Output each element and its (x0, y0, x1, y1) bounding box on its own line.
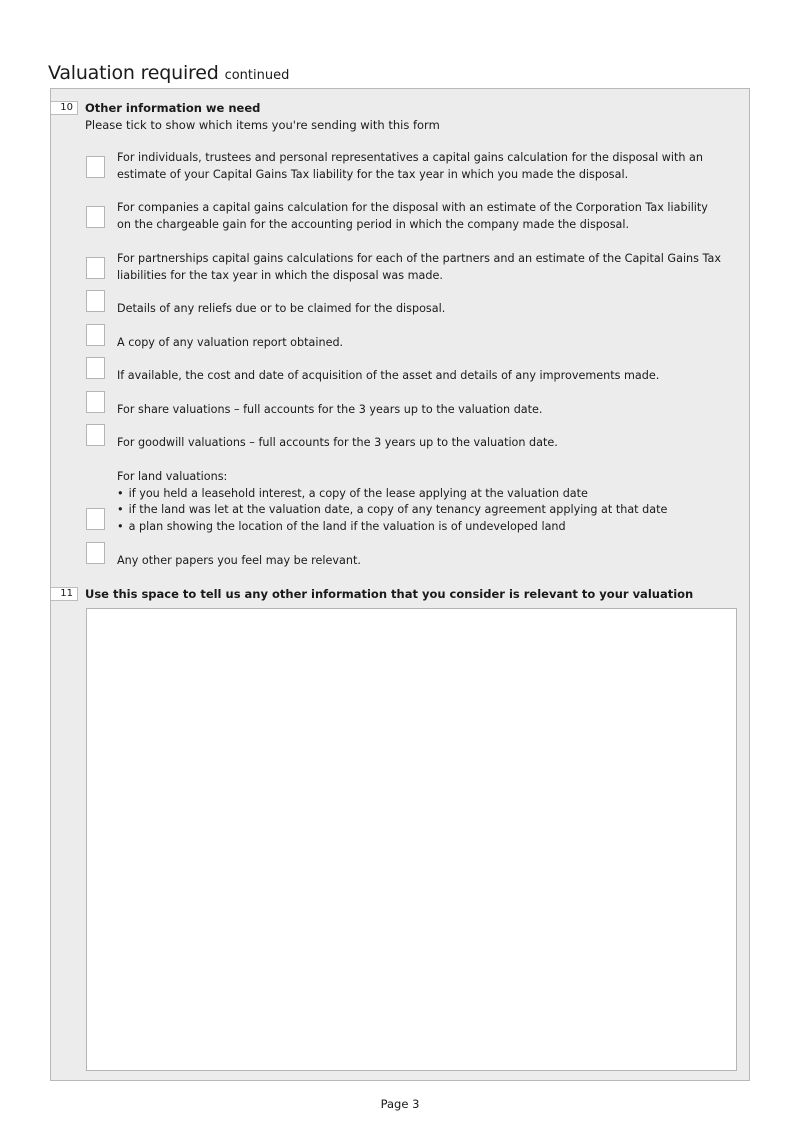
page-title-text: Valuation required (48, 62, 219, 84)
item-other-papers (117, 553, 717, 570)
checkbox-companies-calculation[interactable] (86, 206, 105, 228)
item-line: For individuals, trustees and personal representatives a capital gains calculation for the disposal with an (117, 151, 703, 164)
question-10-heading: Other information we need (85, 101, 261, 115)
item-line: If available, the cost and date of acquisition of the asset and details of any improvements made. (117, 369, 660, 382)
item-line: For goodwill valuations – full accounts for the 3 years up to the valuation date. (117, 436, 558, 449)
page-number: Page 3 (380, 1097, 420, 1111)
checkbox-individuals-calculation[interactable] (86, 156, 105, 178)
item-land-valuations (117, 469, 717, 535)
checkbox-share-valuations[interactable] (86, 391, 105, 413)
item-line: For companies a capital gains calculation for the disposal with an estimate of the Corporation Tax liability (117, 201, 708, 214)
item-line: For partnerships capital gains calculations for each of the partners and an estimate of the Capital Gains Tax (117, 252, 721, 265)
other-information-textarea[interactable] (86, 608, 737, 1071)
checkbox-valuation-report[interactable] (86, 324, 105, 346)
checkbox-cost-acquisition[interactable] (86, 357, 105, 379)
land-bullet-tenancy: • if the land was let at the valuation date, a copy of any tenancy agreement applying at that date (117, 502, 717, 519)
item-goodwill-valuations (117, 435, 717, 452)
item-partnerships-calculation (117, 251, 721, 284)
checkbox-other-papers[interactable] (86, 542, 105, 564)
question-11-heading: Use this space to tell us any other information that you consider is relevant to your valuation (85, 587, 694, 601)
item-line: Any other papers you feel may be relevant. (117, 554, 361, 567)
item-reliefs (117, 301, 717, 318)
question-11-number: 11 (51, 587, 78, 601)
land-bullet-plan: • a plan showing the location of the land if the valuation is of undeveloped land (117, 519, 717, 536)
continued-label: continued (224, 68, 290, 83)
item-companies-calculation (117, 200, 717, 233)
checkbox-partnerships-calculation[interactable] (86, 257, 105, 279)
item-valuation-report (117, 335, 717, 352)
land-bullet-leasehold: • if you held a leasehold interest, a copy of the lease applying at the valuation date (117, 486, 717, 503)
item-individuals-calculation (117, 150, 717, 183)
item-line: Details of any reliefs due or to be claimed for the disposal. (117, 302, 446, 315)
question-10-instruction: Please tick to show which items you're sending with this form (85, 118, 440, 132)
item-line: A copy of any valuation report obtained. (117, 336, 344, 349)
page-title (48, 62, 289, 84)
item-line: on the chargeable gain for the accounting period in which the company made the disposal. (117, 217, 630, 231)
item-line: For land valuations: (117, 470, 228, 483)
item-line: liabilities for the tax year in which the disposal was made. (117, 268, 443, 282)
question-10-number: 10 (51, 101, 78, 115)
form-panel (50, 88, 750, 1081)
item-cost-acquisition (117, 368, 717, 385)
checkbox-land-valuations[interactable] (86, 508, 105, 530)
item-line: For share valuations – full accounts for the 3 years up to the valuation date. (117, 403, 543, 416)
item-share-valuations (117, 402, 717, 419)
item-line: estimate of your Capital Gains Tax liability for the tax year in which you made the disposal. (117, 167, 629, 181)
checkbox-reliefs[interactable] (86, 290, 105, 312)
checkbox-goodwill-valuations[interactable] (86, 424, 105, 446)
